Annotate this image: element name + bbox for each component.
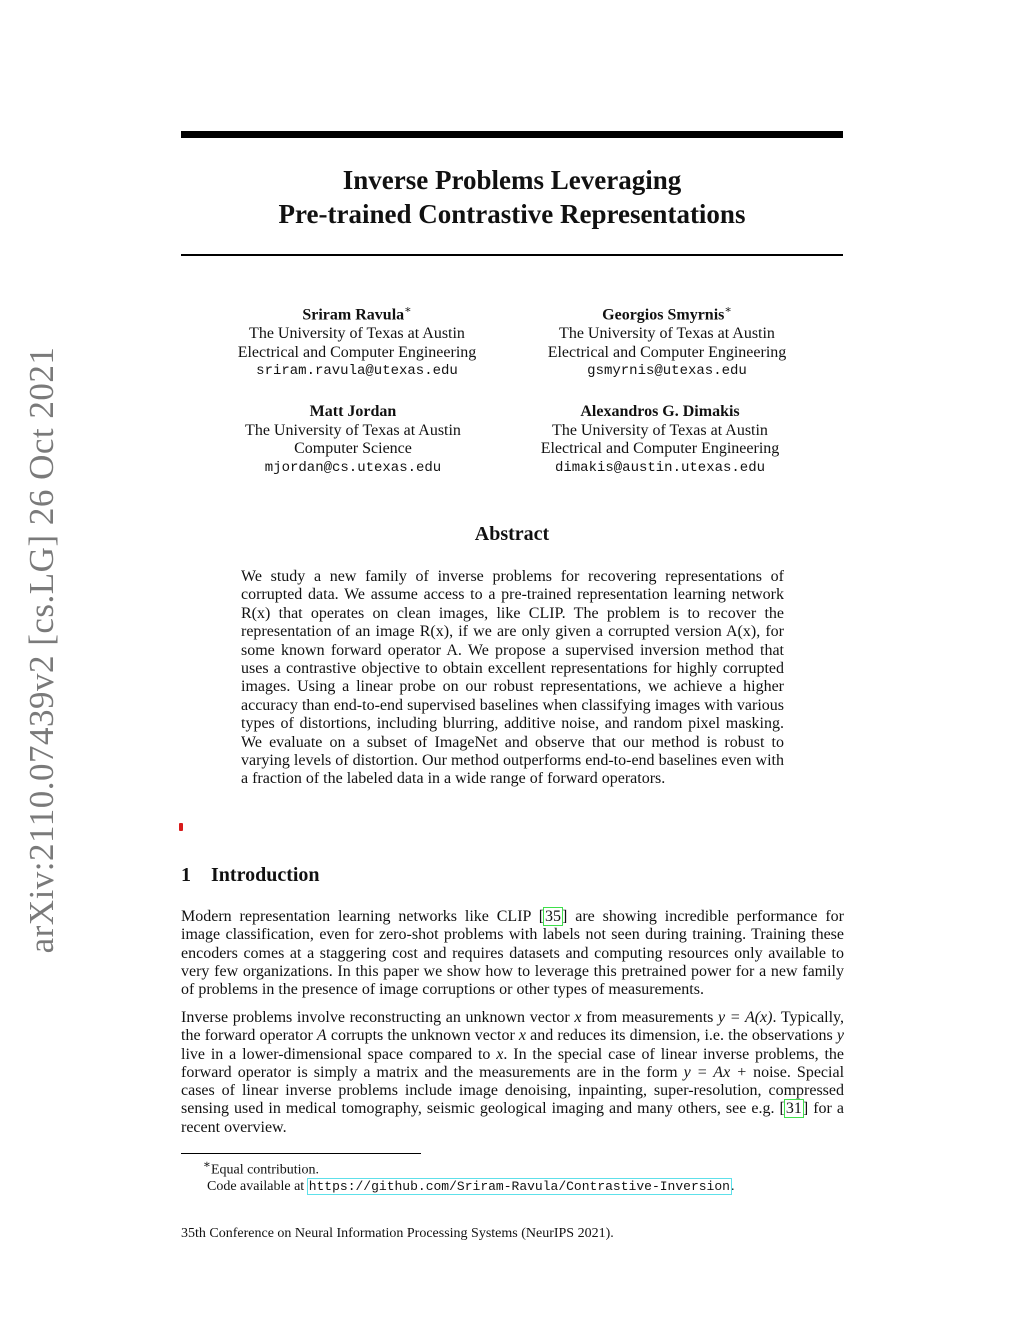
- intro-paragraph-2: Inverse problems involve reconstructing an unknown vector x from measurements y = A(x). Typically, the forward operator A corrupts the unknown vector x and reduces its dimension, i.e. the observations y live in a lower-dimensional space compared to x. In the special case of linear inverse problems, the forward operator is simply a matrix and the measurements are in the form y = Ax + noise. Special cases of linear inverse problems include image denoising, inpainting, super-resolution, compressed sensing used in medical tomography, seismic geological imaging and many others, see e.g. [31] for a recent overview.: [181, 1009, 845, 1136]
- section-heading: [181, 864, 320, 887]
- author-affiliation: The University of Texas at Austin: [559, 325, 775, 343]
- author-name: Matt Jordan: [309, 403, 397, 420]
- author-block-3: [203, 403, 503, 478]
- arxiv-identifier: arXiv:2110.07439v2 [cs.LG] 26 Oct 2021: [22, 346, 61, 954]
- author-email[interactable]: sriram.ravula@utexas.edu: [256, 363, 458, 380]
- author-email[interactable]: mjordan@cs.utexas.edu: [264, 460, 442, 477]
- author-department: Electrical and Computer Engineering: [540, 440, 780, 458]
- title-top-rule: [181, 131, 843, 138]
- section-number: 1: [181, 864, 191, 886]
- paper-title: [181, 163, 843, 231]
- code-url-link[interactable]: https://github.com/Sriram-Ravula/Contrastive-Inversion: [308, 1179, 730, 1195]
- intro-paragraph-1: Modern representation learning networks like CLIP [35] are showing incredible performance for image classification, even for zero-shot problems with labels not seen during training. Training these encoders comes at a staggering cost and requires datasets and computing resources only available to very few organizations. In this paper we show how to leverage this pretrained power for a new family of problems in the presence of image corruptions or other types of measurements.: [181, 908, 844, 999]
- citation-link[interactable]: 31: [785, 1100, 802, 1118]
- author-email[interactable]: dimakis@austin.utexas.edu: [554, 460, 766, 477]
- section-title: Introduction: [211, 864, 320, 886]
- author-affiliation: The University of Texas at Austin: [249, 325, 465, 343]
- title-line-2: Pre-trained Contrastive Representations: [278, 199, 746, 229]
- author-name: Alexandros G. Dimakis: [580, 403, 740, 420]
- author-affiliation: The University of Texas at Austin: [245, 421, 461, 439]
- title-line-1: Inverse Problems Leveraging: [342, 165, 682, 195]
- abstract-heading: Abstract: [474, 523, 550, 545]
- author-affiliation: The University of Texas at Austin: [552, 421, 768, 439]
- conference-footer: 35th Conference on Neural Information Processing Systems (NeurIPS 2021).: [181, 1226, 614, 1241]
- author-email[interactable]: gsmyrnis@utexas.edu: [587, 363, 747, 380]
- author-block-1: [207, 301, 507, 381]
- author-block-2: [517, 301, 817, 381]
- red-marker: [179, 823, 183, 831]
- footnote-text: Equal contribution.: [210, 1162, 320, 1178]
- title-bottom-rule: [181, 254, 843, 256]
- footnote-rule: [181, 1153, 421, 1154]
- author-department: Computer Science: [294, 440, 412, 458]
- author-name: Sriram Ravula: [302, 306, 405, 324]
- author-name: Georgios Smyrnis: [602, 306, 725, 324]
- author-department: Electrical and Computer Engineering: [547, 343, 787, 361]
- author-block-4: [510, 403, 810, 478]
- author-department: Electrical and Computer Engineering: [237, 343, 477, 361]
- footnote: ∗Equal contribution. Code available at https://github.com/Sriram-Ravula/Contrastive-Inversion.: [203, 1158, 735, 1195]
- equal-contribution-mark: ∗: [404, 304, 412, 316]
- abstract-body: We study a new family of inverse problems for recovering representations of corrupted data. We assume access to a pre-trained representation learning network R(x) that operates on clean images, like CLIP. The problem is to recover the representation of an image R(x), if we are only given a corrupted version A(x), for some known forward operator A. We propose a supervised inversion method that uses a contrastive objective to obtain excellent representations for highly corrupted images. Using a linear probe on our robust representations, we achieve a higher accuracy than end-to-end supervised baselines when classifying images with various types of distortions, including blurring, additive noise, and random pixel masking. We evaluate on a subset of ImageNet and observe that our method is robust to varying levels of distortion. Our method outperforms end-to-end baselines even with a fraction of the labeled data in a wide range of forward operators.: [241, 568, 784, 788]
- citation-link[interactable]: 35: [545, 908, 562, 925]
- equal-contribution-mark: ∗: [724, 304, 732, 316]
- footnote-mark: ∗: [203, 1158, 211, 1171]
